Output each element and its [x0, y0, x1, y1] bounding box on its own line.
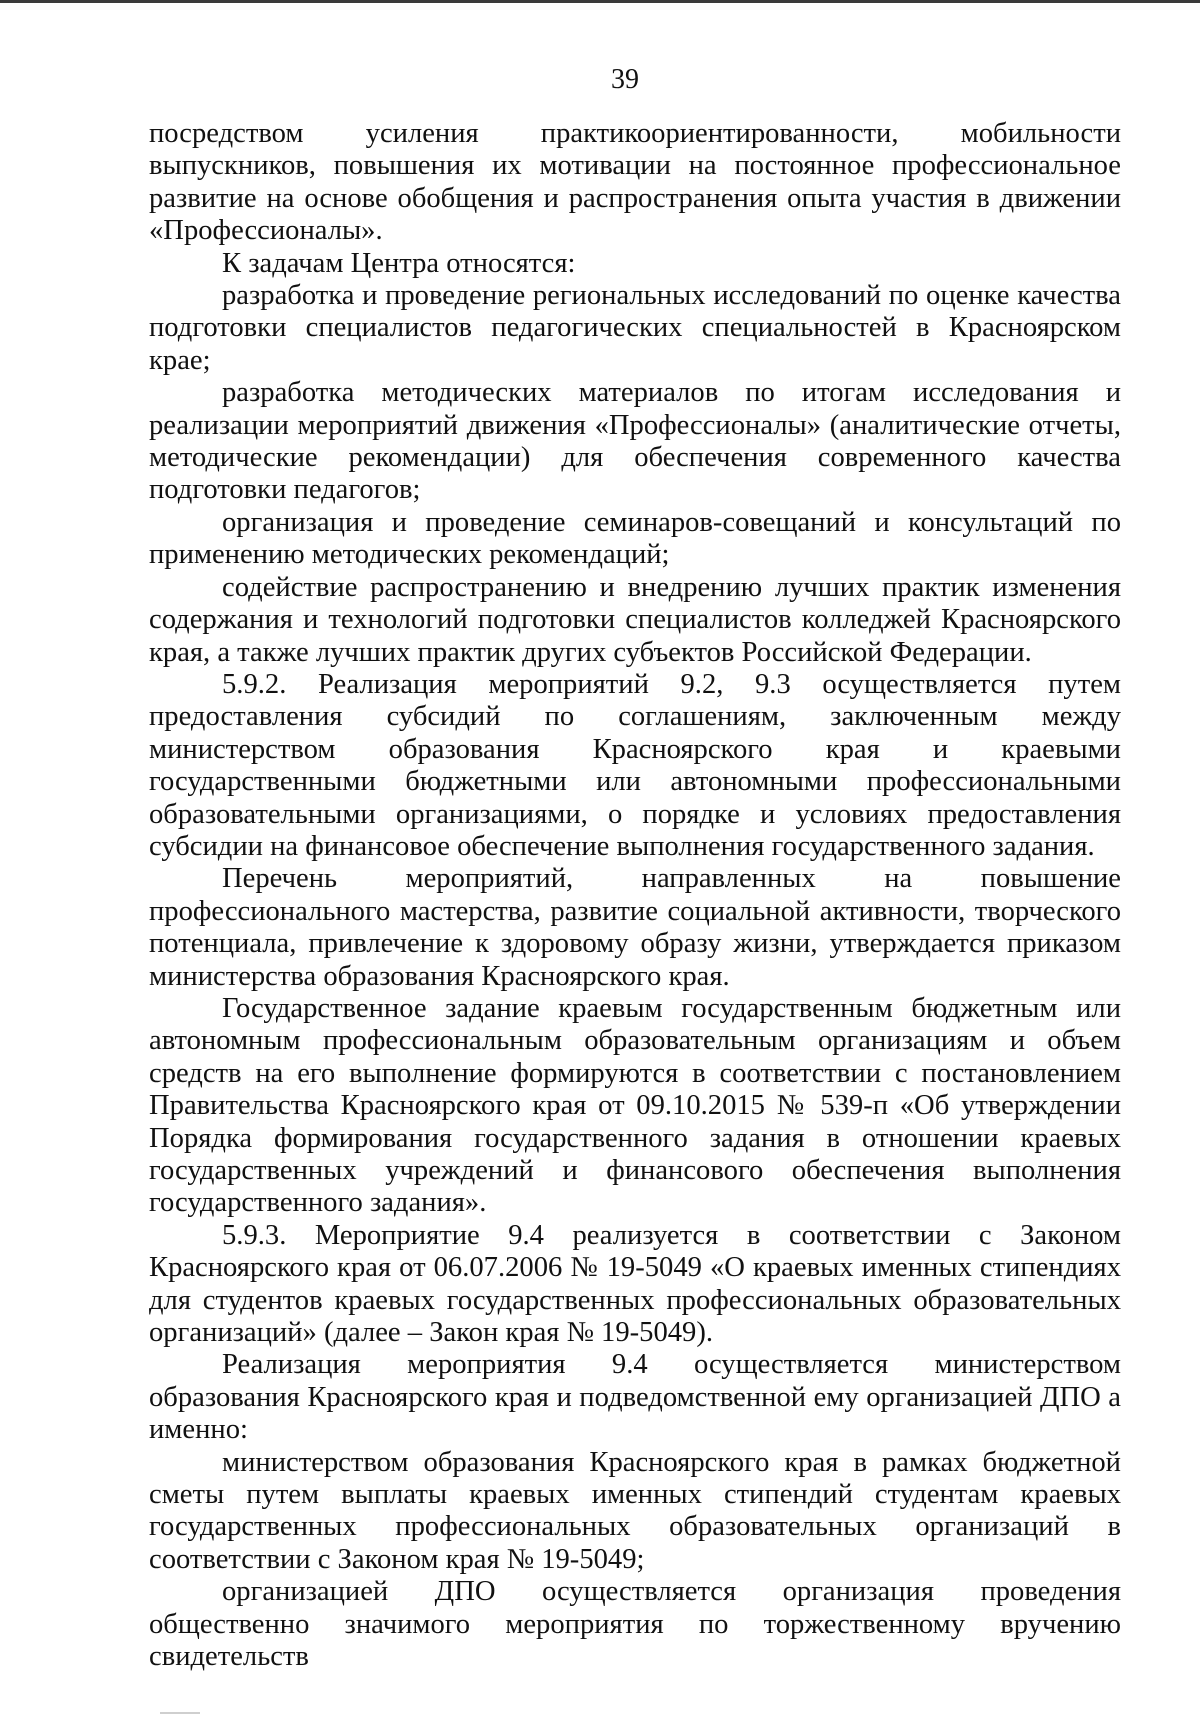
paragraph-task-best-practices: содействие распространению и внедрению лучших практик изменения содержания и технологий подготовки специалистов колледжей Красноярского края, а также лучших практик других субъектов Российской Федерации.	[149, 571, 1121, 668]
paragraph-state-assignment: Государственное задание краевым государственным бюджетным или автономным профессиональным образовательным организациям и объем средств на его выполнение формируются в соответствии с постановлением Правительства Красноярского края от 09.10.2015 № 539-п «Об утверждении Порядка формирования государственного задания в отношении краевых государственных учреждений и финансового обеспечения выполнения государственного задания».	[149, 992, 1121, 1219]
scan-top-edge	[0, 0, 1200, 3]
scan-artifact-mark	[160, 1712, 200, 1714]
page-number: 39	[611, 64, 639, 95]
paragraph-ministry-scholarships: министерством образования Красноярского края в рамках бюджетной сметы путем выплаты краевых именных стипендий студентам краевых государственных профессиональных образовательных организаций в соответствии с Законом края № 19-5049;	[149, 1446, 1121, 1575]
paragraph-dpo-ceremony: организацией ДПО осуществляется организация проведения общественно значимого мероприятия по торжественному вручению свидетельств	[149, 1576, 1121, 1673]
paragraph-task-methodical-materials: разработка методических материалов по итогам исследования и реализации мероприятий движения «Профессионалы» (аналитические отчеты, методические рекомендации) для обеспечения современного качества подготовки педагогов;	[149, 377, 1121, 506]
paragraph-center-tasks-intro: К задачам Центра относятся:	[222, 247, 576, 279]
paragraph-continuation: посредством усиления практикоориентированности, мобильности выпускников, повышения их мотивации на постоянное профессиональное развитие на основе обобщения и распространения опыта участия в движении «Профессионалы».	[149, 118, 1121, 247]
paragraph-implementation-9-4: Реализация мероприятия 9.4 осуществляется министерством образования Красноярского края и подведомственной ему организацией ДПО а именно:	[149, 1349, 1121, 1446]
paragraph-task-seminars: организация и проведение семинаров-совещаний и консультаций по применению методических рекомендаций;	[149, 506, 1121, 571]
paragraph-section-5-9-3: 5.9.3. Мероприятие 9.4 реализуется в соответствии с Законом Красноярского края от 06.07.2006 № 19-5049 «О краевых именных стипендиях для студентов краевых государственных профессиональных образовательных организаций» (далее – Закон края № 19-5049).	[149, 1219, 1121, 1349]
paragraph-events-list: Перечень мероприятий, направленных на повышение профессионального мастерства, развитие социальной активности, творческого потенциала, привлечение к здоровому образу жизни, утверждается приказом министерства образования Красноярского края.	[149, 863, 1121, 992]
paragraph-task-research: разработка и проведение региональных исследований по оценке качества подготовки специалистов педагогических специальностей в Красноярском крае;	[149, 280, 1121, 376]
body-text	[149, 118, 1121, 1674]
paragraph-section-5-9-2: 5.9.2. Реализация мероприятий 9.2, 9.3 осуществляется путем предоставления субсидий по соглашениям, заключенным между министерством образования Красноярского края и краевыми государственными бюджетными или автономными профессиональными образовательными организациями, о порядке и условиях предоставления субсидии на финансовое обеспечение выполнения государственного задания.	[149, 668, 1121, 862]
